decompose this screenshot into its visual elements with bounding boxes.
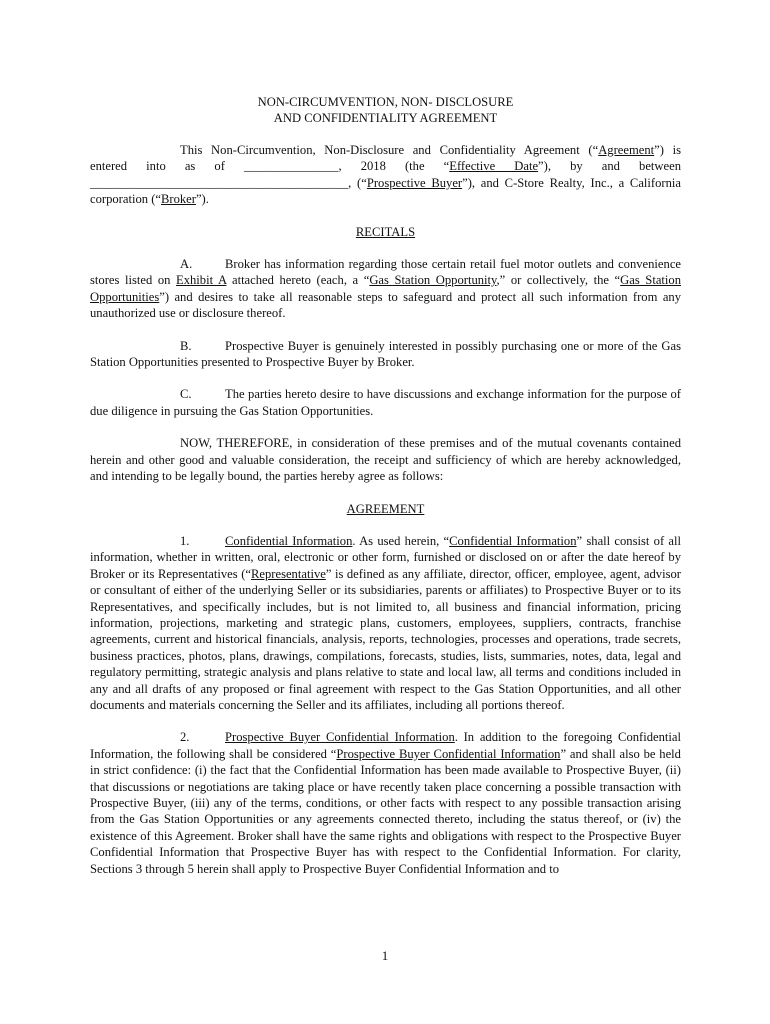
- section-2: 2. Prospective Buyer Confidential Information. In addition to the foregoing Confidential Information, the following shall be considered “Prospective Buyer Confidential Information” and shall also be held in strict confidence: (i) the fact that the Confidential Information has been made available to Prospective Buyer, (ii) that discussions or negotiations are taking place or have recently taken place concerning a possible transaction with Prospective Buyer, (iii) any of the terms, conditions, or other facts with respect to any possible transaction arising from the Gas Station Opportunities or any agreements connected thereto, including the status thereof, or (iv) the existence of this Agreement. Broker shall have the same rights and obligations with respect to the Prospective Buyer Confidential Information that Prospective Buyer has with respect to the Confidential Information. For clarity, Sections 3 through 5 herein shall apply to Prospective Buyer Confidential Information and to: [90, 730, 682, 876]
- section-1: 1. Confidential Information. As used herein, “Confidential Information” shall consist of all information, whether in written, oral, electronic or other form, furnished or disclosed on or after the date hereof by Broker or its Representatives (“Representative” is defined as any affiliate, director, officer, employee, agent, advisor or consultant of either of the underlying Seller or its subsidiaries, parents or affiliates) to Prospective Buyer or to its Representatives, and specifically includes, but is not limited to, all business and financial information, pricing information, projections, marketing and strategic plans, customers, employees, suppliers, contracts, franchise agreements, current and historical financials, analysis, reports, technologies, processes and operations, trade secrets, business practices, photos, plans, drawings, compilations, forecasts, studies, lists, summaries, notes, data, legal and regulatory permitting, strategic analysis and plans relative to state and local law, all terms and conditions included in any and all drafts of any proposed or final agreement with respect to the Gas Station Opportunities, and all other documents and materials concerning the Seller and its affiliates, including all portions thereof.: [90, 533, 681, 712]
- recital-a: A. Broker has information regarding those certain retail fuel motor outlets and convenience stores listed on Exhibit A attached hereto (each, a “Gas Station Opportunity,” or collectively, the “Gas Station Opportunities”) and desires to take all reasonable steps to safeguard and protect all such information from any unauthorized use or disclosure thereof.: [90, 257, 681, 321]
- defined-term-effective-date: Effective Date: [449, 159, 539, 174]
- section-1-number: 1.: [180, 533, 190, 548]
- defined-term-prospective-buyer: Prospective Buyer: [366, 175, 463, 190]
- page-number: 1: [381, 948, 389, 963]
- section-2-heading: Prospective Buyer Confidential Information: [225, 730, 455, 745]
- section-2-number: 2.: [180, 730, 190, 745]
- agreement-heading: AGREEMENT: [346, 501, 425, 516]
- defined-term-agreement: Agreement: [598, 143, 655, 157]
- recital-b-label: B.: [180, 338, 192, 353]
- recital-c-label: C.: [180, 387, 192, 402]
- defined-term-confidential-information: Confidential Information: [449, 533, 577, 548]
- defined-term-prospective-buyer-confidential-information: Prospective Buyer Confidential Information: [336, 746, 561, 761]
- recital-a-label: A.: [180, 257, 193, 272]
- recital-b: B. Prospective Buyer is genuinely interested in possibly purchasing one or more of the Gas Station Opportunities presented to Prospective Buyer by Broker.: [90, 338, 681, 370]
- defined-term-gas-station-opportunities: Gas Station Opportunities: [90, 273, 681, 304]
- defined-term-gas-station-opportunity: Gas Station Opportunity: [369, 273, 497, 288]
- intro-paragraph: This Non-Circumvention, Non-Disclosure and Confidentiality Agreement (“Agreement”) is entered into as of _______________, 2018 (the “Effective Date”), by and between _________________________________________, (“Prospective Buyer”), and C-Store Realty, Inc., a California corporation (“Broker”).: [90, 143, 681, 207]
- document-page: [90, 94, 681, 877]
- now-therefore-paragraph: NOW, THEREFORE, in consideration of these premises and of the mutual covenants contained herein and other good and valuable consideration, the receipt and sufficiency of which are hereby acknowledged, and intending to be legally bound, the parties hereby agree as follows:: [90, 436, 681, 484]
- defined-term-broker: Broker: [160, 192, 196, 207]
- section-1-heading: Confidential Information: [225, 533, 353, 548]
- exhibit-a-reference: Exhibit A: [176, 273, 227, 288]
- document-title-line-2: AND CONFIDENTIALITY AGREEMENT: [273, 111, 498, 125]
- document-title-line-1: NON-CIRCUMVENTION, NON- DISCLOSURE: [257, 95, 514, 109]
- recital-c: C. The parties hereto desire to have discussions and exchange information for the purpose of due diligence in pursuing the Gas Station Opportunities.: [90, 387, 681, 418]
- defined-term-representative: Representative: [251, 566, 326, 581]
- recitals-heading: RECITALS: [355, 224, 416, 239]
